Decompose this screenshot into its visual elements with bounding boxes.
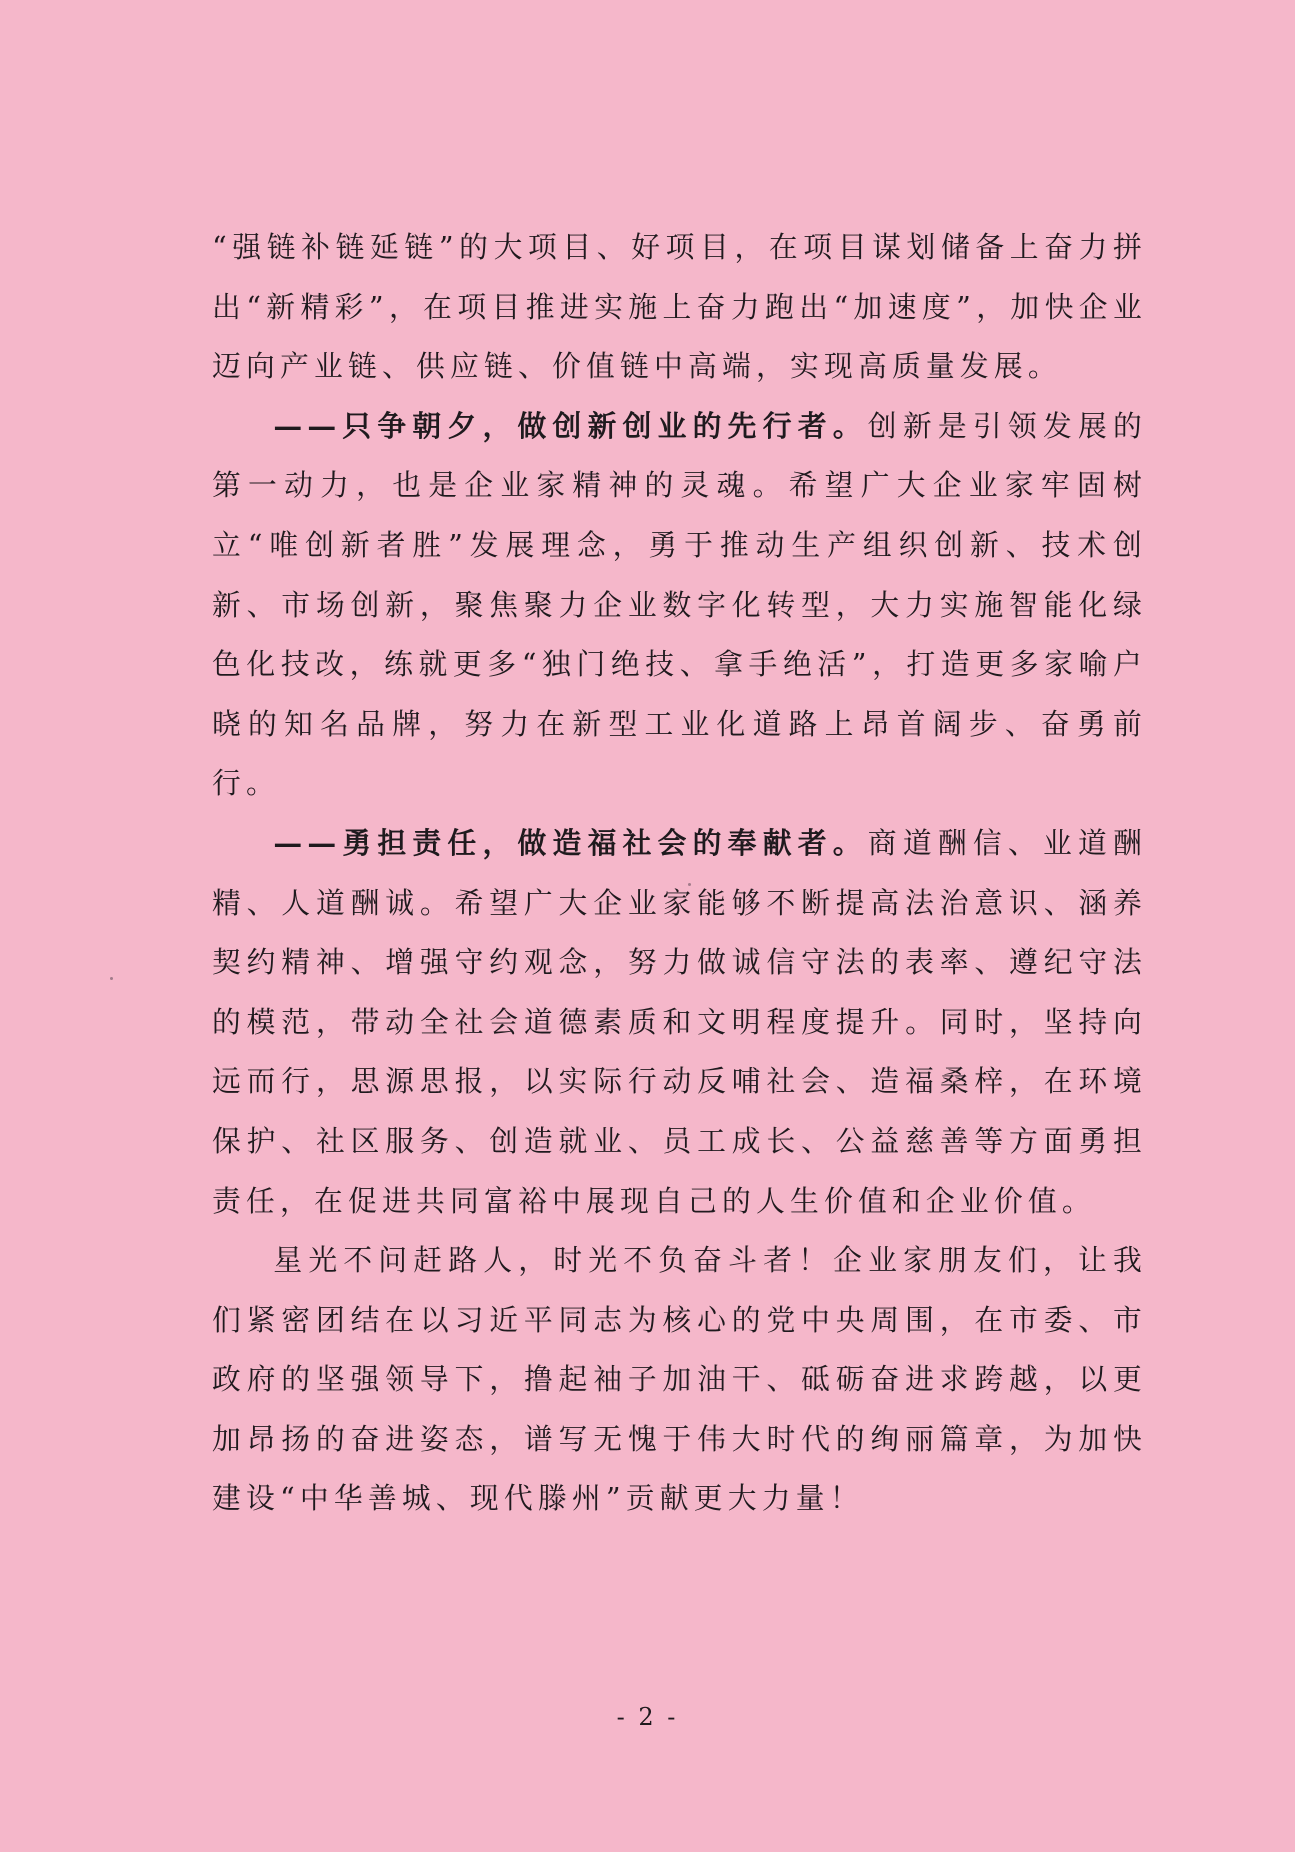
- section-heading: ——勇担责任，做造福社会的奉献者。: [273, 825, 868, 860]
- paragraph-text: “强链补链延链”的大项目、好项目，在项目谋划储备上奋力拼出“新精彩”，在项目推进实施上奋力跑出“加速度”，加快企业迈向产业链、供应链、价值链中高端，实现高质量发展。: [212, 230, 1147, 384]
- paragraph-text: 商道酬信、业道酬精、人道酬诚。希望广大企业家能够不断提高法治意识、涵养契约精神、增强守约观念，努力做诚信守法的表率、遵纪守法的模范，带动全社会道德素质和文明程度提升。同时，坚持向远而行，思源思报，以实际行动反哺社会、造福桑梓，在环境保护、社区服务、创造就业、员工成长、公益慈善等方面勇担责任，在促进共同富裕中展现自己的人生价值和企业价值。: [212, 825, 1147, 1218]
- paragraph-text: 星光不问赶路人，时光不负奋斗者！企业家朋友们，让我们紧密团结在以习近平同志为核心的党中央周围，在市委、市政府的坚强领导下，撸起袖子加油干、砥砺奋进求跨越，以更加昂扬的奋进姿态，谱写无愧于伟大时代的绚丽篇章，为加快建设“中华善城、现代滕州”贡献更大力量！: [212, 1243, 1147, 1516]
- paragraph-closing: [212, 1231, 1147, 1529]
- scan-speck: [110, 977, 113, 980]
- body-text: [212, 218, 1147, 1529]
- paragraph-text: 创新是引领发展的第一动力，也是企业家精神的灵魂。希望广大企业家牢固树立“唯创新者胜”发展理念，勇于推动生产组织创新、技术创新、市场创新，聚焦聚力企业数字化转型，大力实施智能化绿色化技改，练就更多“独门绝技、拿手绝活”，打造更多家喻户晓的知名品牌，努力在新型工业化道路上昂首阔步、奋勇前行。: [212, 408, 1147, 801]
- page-number: - 2 -: [616, 1703, 679, 1731]
- paragraph-continuation: [212, 218, 1147, 397]
- paragraph-innovation: [212, 397, 1147, 814]
- paragraph-responsibility: [212, 814, 1147, 1231]
- section-heading: ——只争朝夕，做创新创业的先行者。: [273, 408, 868, 443]
- scan-speck: [688, 883, 691, 886]
